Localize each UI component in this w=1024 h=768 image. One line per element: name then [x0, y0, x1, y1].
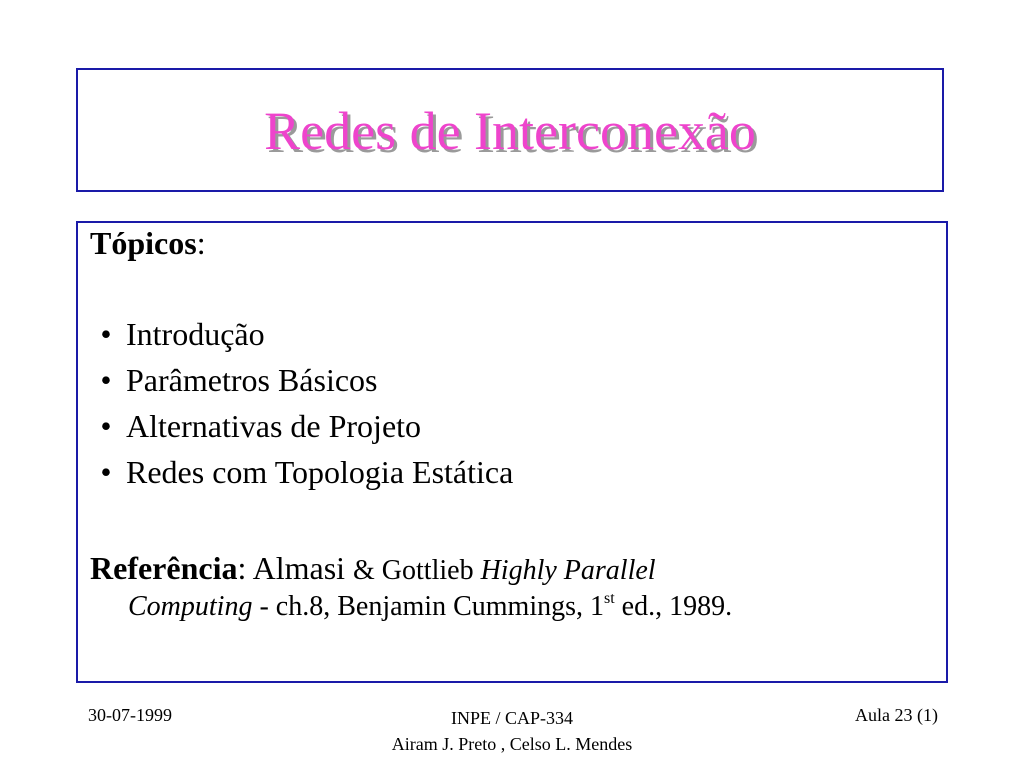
- footer-course: INPE / CAP-334: [450, 708, 573, 728]
- reference-details-b: , 1: [576, 591, 604, 622]
- bullet-icon: •: [100, 408, 112, 444]
- list-item: [86, 403, 513, 449]
- footer-authors: Airam J. Preto , Celso L. Mendes: [391, 734, 633, 754]
- topics-heading: [90, 225, 206, 261]
- bullet-icon: •: [100, 316, 112, 352]
- reference-colon: :: [237, 550, 253, 586]
- reference-book-title-2: Computing: [128, 591, 253, 622]
- reference-line-2: [90, 590, 930, 624]
- bullet-icon: •: [100, 362, 112, 398]
- reference-book-title-1: Highly Parallel: [480, 555, 656, 586]
- footer-lecture: Aula 23 (1): [855, 705, 938, 725]
- topic-label: Alternativas de Projeto: [126, 408, 422, 444]
- topic-label: Introdução: [126, 316, 265, 352]
- topic-label: Redes com Topologia Estática: [126, 454, 514, 490]
- reference-line-1: [90, 549, 930, 590]
- list-item: [86, 311, 513, 357]
- content-box: [76, 221, 948, 683]
- topic-list: [86, 311, 513, 495]
- list-item: [86, 449, 513, 495]
- slide-title: Redes de Interconexão: [264, 101, 756, 161]
- list-item: [86, 357, 513, 403]
- reference-edition-sup: st: [604, 590, 615, 607]
- topic-label: Parâmetros Básicos: [126, 362, 378, 398]
- title-box: [76, 68, 944, 192]
- footer-center: [312, 705, 712, 757]
- reference-block: [90, 549, 930, 624]
- footer-date: 30-07-1999: [88, 705, 172, 725]
- reference-author-2: & Gottlieb: [353, 555, 481, 586]
- reference-author-1: Almasi: [252, 550, 354, 586]
- reference-details-c: ed., 1989.: [614, 591, 733, 622]
- bullet-icon: •: [100, 454, 112, 490]
- reference-details-a: - ch.8, Benjamin Cummings: [252, 591, 576, 622]
- reference-label: Referência: [90, 550, 238, 586]
- topics-label: Tópicos: [90, 225, 197, 261]
- topics-colon: :: [196, 225, 206, 261]
